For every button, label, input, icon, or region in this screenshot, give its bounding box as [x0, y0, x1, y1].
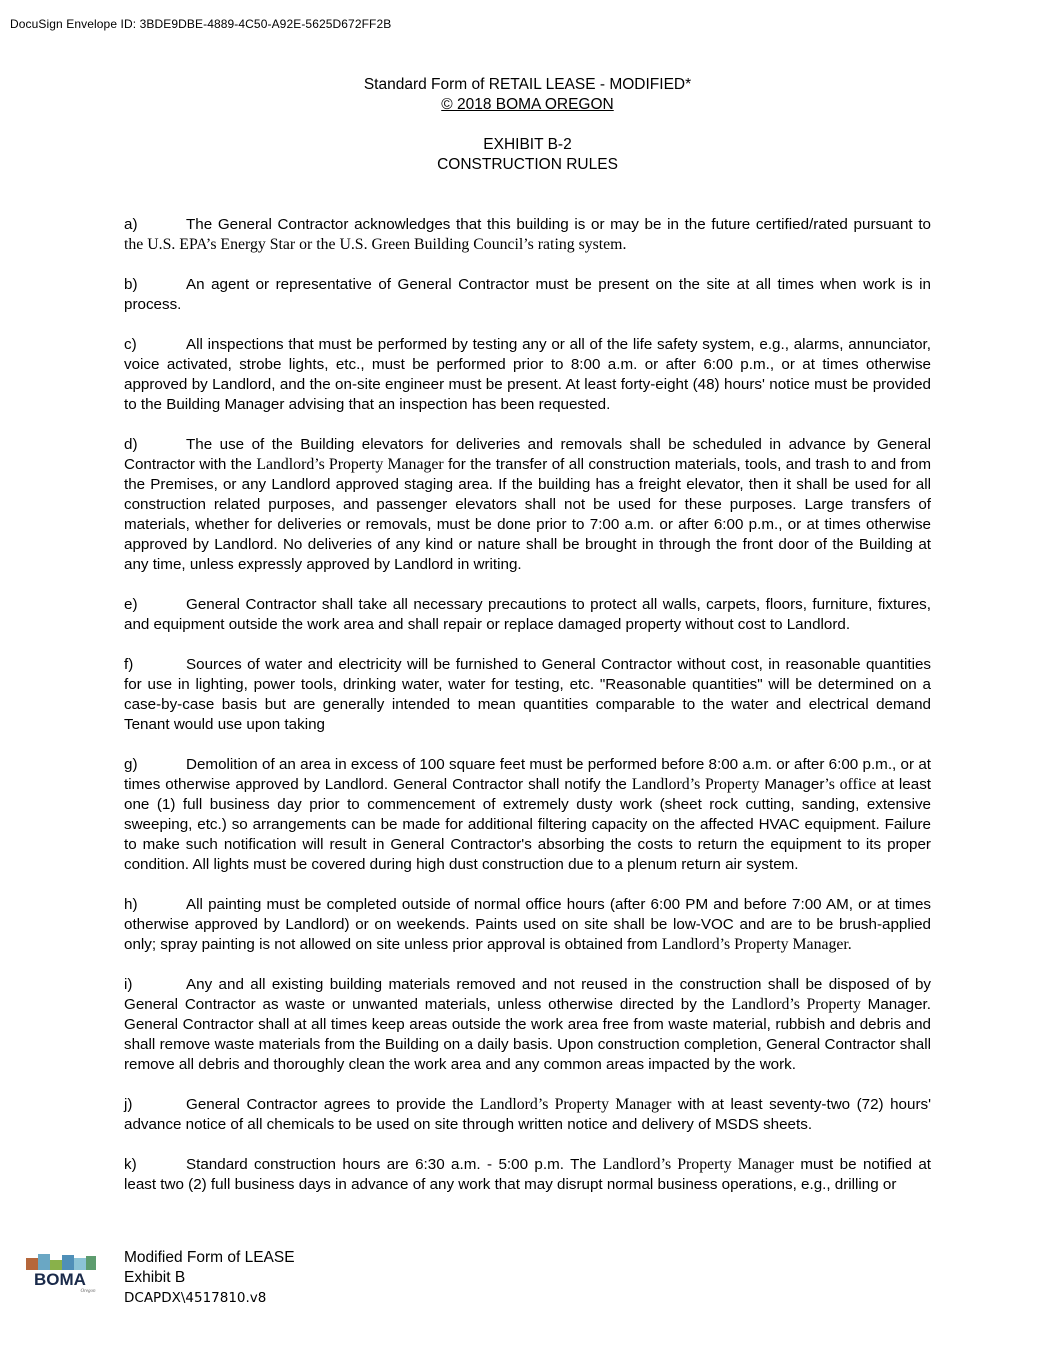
- rule-text: Landlord’s Property Manager: [256, 456, 444, 473]
- rule-text: Manager. General Contractor shall at all times keep areas outside the work area free from waste material, rubbish and debris and shall remove waste materials from the Building on a daily basis. Upon construction completion, General Contractor shall remove all debris and thoroughly clean the work area and any common areas impacted by the work.: [124, 996, 931, 1073]
- rule-text: The General Contractor acknowledges that this building is or may be in the future certified/rated pursuant to: [186, 216, 931, 233]
- exhibit-title: EXHIBIT B-2: [483, 136, 572, 153]
- docusign-envelope-id: DocuSign Envelope ID: 3BDE9DBE-4889-4C50-A92E-5625D672FF2B: [10, 17, 392, 31]
- rule-paragraph: [124, 755, 931, 875]
- rule-letter: h): [124, 896, 138, 913]
- page-footer: [124, 1248, 295, 1308]
- rule-text: Standard construction hours are 6:30 a.m. - 5:00 p.m. The: [186, 1156, 603, 1173]
- rule-text: An agent or representative of General Contractor must be present on the site at all times when work is in process.: [124, 276, 931, 313]
- rule-paragraph: [124, 335, 931, 415]
- document-header: [0, 75, 1055, 175]
- rule-paragraph: [124, 1095, 931, 1135]
- rule-letter: a): [124, 216, 138, 233]
- rule-letter: f): [124, 656, 134, 673]
- rule-text: must be notified at least two (2) full business days in advance of any work that may disrupt normal business operations, e.g., drilling or: [124, 1156, 931, 1193]
- rule-paragraph: [124, 975, 931, 1075]
- boma-logo-subtext: Oregon: [80, 1289, 96, 1294]
- rule-text: All painting must be completed outside of normal office hours (after 6:00 PM and before 7:00 AM, or at times otherwise approved by Landlord) or on weekends. Paints used on site shall be low-VOC and are to be brush-applied only; spray painting is not allowed on site unless prior approval is obtained from: [124, 896, 931, 953]
- rule-letter: i): [124, 976, 133, 993]
- rule-text: General Contractor agrees to provide the: [186, 1096, 480, 1113]
- footer-form-name: Modified Form of LEASE: [124, 1249, 295, 1266]
- footer-doc-id: DCAPDX\4517810.v8: [124, 1290, 267, 1306]
- rule-text: The use of the Building elevators for deliveries and removals shall be scheduled in advance by General Contractor with the: [124, 436, 931, 473]
- rule-text: for the transfer of all construction materials, tools, and trash to and from the Premises, or any Landlord approved staging area. If the building has a freight elevator, then it shall be used for all construction related purposes, and passenger elevators shall not be used for these purposes. Large transfers of materials, whether for deliveries or removals, must be done prior to 7:00 a.m. or after 6:00 p.m., or at times otherwise approved by Landlord. No deliveries of any kind or nature shall be brought in through the front door of the Building at any time, unless expressly approved by Landlord in writing.: [124, 456, 931, 573]
- form-title: Standard Form of RETAIL LEASE - MODIFIED*: [363, 76, 692, 93]
- rule-paragraph: [124, 595, 931, 635]
- rule-letter: b): [124, 276, 138, 293]
- rule-letter: k): [124, 1156, 137, 1173]
- rule-paragraph: [124, 655, 931, 735]
- rule-paragraph: [124, 275, 931, 315]
- rule-letter: d): [124, 436, 138, 453]
- rule-paragraph: [124, 1155, 931, 1195]
- rule-paragraph: [124, 435, 931, 575]
- rule-paragraph: [124, 215, 931, 255]
- rule-text: ’s office: [824, 776, 877, 793]
- rule-text: with at least seventy-two (72) hours' advance notice of all chemicals to be used on site through written notice and delivery of MSDS sheets.: [124, 1096, 931, 1133]
- rule-letter: j): [124, 1096, 133, 1113]
- copyright-line: © 2018 BOMA OREGON: [441, 96, 614, 113]
- rule-text: General Contractor shall take all necessary precautions to protect all walls, carpets, floors, furniture, fixtures, and equipment outside the work area and shall repair or replace damaged property without cost to Landlord.: [124, 596, 931, 633]
- exhibit-subtitle: CONSTRUCTION RULES: [437, 156, 618, 173]
- construction-rules-body: [124, 215, 931, 1215]
- rule-text: Landlord’s Property Manager.: [661, 936, 852, 953]
- rule-text: at least one (1) full business day prior to commencement of extremely dusty work (sheet rock cutting, sanding, extensive sweeping, etc.) so arrangements can be made for additional filtering capacity on the affected HVAC equipment. Failure to make such notification will result in General Contractor's absorbing the costs to return the equipment to its proper condition. All lights must be covered during high dust construction due to a plenum return air system.: [124, 776, 932, 873]
- boma-logo-text: BOMA: [34, 1270, 86, 1289]
- rule-letter: g): [124, 756, 138, 773]
- rule-text: Landlord’s Property: [731, 996, 861, 1013]
- rule-text: All inspections that must be performed by testing any or all of the life safety system, e.g., alarms, annunciator, voice activated, strobe lights, etc., must be performed prior to 8:00 a.m. or after 6:00 p.m., or at times otherwise approved by Landlord, and the on-site engineer must be present. At least forty-eight (48) hours' notice must be provided to the Building Manager advising that an inspection has been requested.: [124, 336, 931, 413]
- rule-letter: e): [124, 596, 138, 613]
- rule-text: Landlord’s Property Manager: [479, 1096, 672, 1113]
- rule-letter: c): [124, 336, 137, 353]
- rule-paragraph: [124, 895, 931, 955]
- rule-text: Landlord’s Property Manager: [602, 1156, 794, 1173]
- rule-text: Manager: [759, 776, 825, 793]
- boma-logo: [24, 1252, 100, 1294]
- rule-text: the U.S. EPA’s Energy Star or the U.S. Green Building Council’s rating system.: [124, 236, 627, 253]
- rule-text: Demolition of an area in excess of 100 square feet must be performed before 8:00 a.m. or after 6:00 p.m., or at times otherwise approved by Landlord. General Contractor shall notify the: [124, 756, 931, 793]
- footer-exhibit: Exhibit B: [124, 1269, 186, 1286]
- rule-text: Any and all existing building materials removed and not reused in the construction shall be disposed of by General Contractor as waste or unwanted materials, unless otherwise directed by the: [124, 976, 931, 1013]
- rule-text: Sources of water and electricity will be furnished to General Contractor without cost, in reasonable quantities for use in lighting, power tools, drinking water, water for testing, etc. "Reasonable quantities" will be determined on a case-by-case basis but are generally intended to mean quantities comparable to the water and electrical demand Tenant would use upon taking: [124, 656, 931, 733]
- rule-text: Landlord’s Property: [631, 776, 760, 793]
